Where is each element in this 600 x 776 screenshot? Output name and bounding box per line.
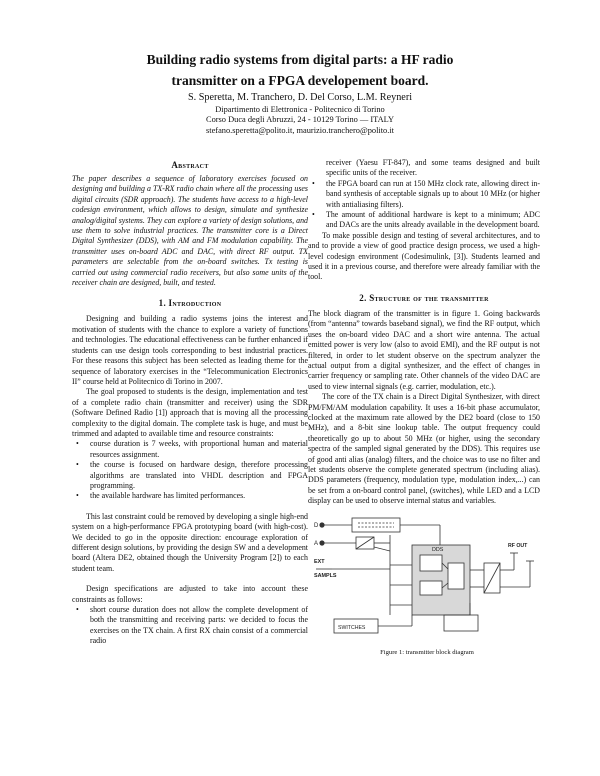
lcd-block xyxy=(444,615,478,631)
list-item: • course duration is 7 weeks, with proportional human and material resources assignment. xyxy=(72,439,308,460)
top-block xyxy=(352,518,400,532)
intro-paragraph-3: This last constraint could be removed by developing a single high-end system on a high-performance FPGA prototyping board (with high-cost). We decided to go in the opposite direction: encourage exploration of different design solutions, by providing the design SW and a development board (Altera DE2, obtained though the University Program [2]) to each student team. xyxy=(72,511,308,573)
abstract-heading: Abstract xyxy=(171,160,209,170)
specification-list xyxy=(72,605,308,647)
author-list: S. Speretta, M. Tranchero, D. Del Corso, L.M. Reyneri xyxy=(187,92,413,103)
list-item: • The amount of additional hardware is kept to a minimum; ADC and DACs are the units already available in the development board. xyxy=(308,210,540,231)
phase-accumulator-block xyxy=(420,555,442,571)
right-column xyxy=(308,158,540,656)
label-switches: SWITCHES xyxy=(338,624,366,631)
input-a-terminal xyxy=(320,540,324,544)
affiliation xyxy=(60,105,540,136)
affiliation-line: Dipartimento di Elettronica - Politecnico di Torino xyxy=(215,105,385,114)
input-d-terminal xyxy=(320,522,324,526)
label-rf-out: RF OUT xyxy=(508,542,528,549)
list-item: • the course is focused on hardware design, therefore processing algorithms are translated into VHDL description and FPGA programming. xyxy=(72,460,308,491)
constraints-list xyxy=(72,439,308,501)
figure-caption: Figure 1: transmitter block diagram xyxy=(380,648,474,656)
lookup-table-block xyxy=(420,581,442,595)
label-sampls: SAMPLS xyxy=(314,572,337,579)
affiliation-emails: stefano.speretta@polito.it, maurizio.tranchero@polito.it xyxy=(206,125,394,135)
codesign-paragraph: To make possible design and testing of several architectures, and to and to provide a view of good practice design process, we used a high-level codesign environment (Codesimulink, [3]). Students learned and used it in a previous course, and therefore were already familiar with the tool. xyxy=(308,230,540,282)
list-item-continuation: receiver (Yaesu FT-847), and some teams designed and built specific units of the receiver. xyxy=(326,158,540,178)
structure-paragraph-2: The core of the TX chain is a Direct Digital Synthesizer, with direct PM/FM/AM modulation capability. It uses a 16-bit phase accumulator, clocked at the maximum rate allowed by the DE2 board (close to 150 MHz), and a 8-bit sine lookup table. The output frequency could theoretically go up to about 50 MHz (or higher, using the secondary spectra of the sampled signal generated by the DDS). This requires use of good anti alias (analog) filters, and the choice was to use no filter and let students observe the complete generated spectrum (including alias). DDS parameters (frequency, modulation type, modulation index,...) can be set from a on-board control panel, (switches), while LED and a LCD display can be used to observe internal status and variables. xyxy=(308,392,540,506)
intro-paragraph-4: Design specifications are adjusted to take into account these constraints as follows: xyxy=(72,584,308,604)
section-heading-structure: 2. Structure of the transmitter xyxy=(359,292,489,303)
block-diagram xyxy=(312,515,542,639)
label-dds: DDS xyxy=(432,546,444,553)
structure-paragraph-1: The block diagram of the transmitter is in figure 1. Going backwards (from “antenna” towards baseband signal), we find the RF output, which uses the on-board video DAC and a short wire antenna. The actual emitted power is very low (also to avoid EMI), and the RF output is not filtered, in order to let student observe on the spectrum analyzer the actual output from a digital synthesizer, and the effect of changes in carrier frequency or sampling rate. Other channels of the video DAC are used to view internal signals (e.g. carrier, modulation, etc.). xyxy=(308,308,540,391)
label-d: D xyxy=(314,522,319,529)
modulator-block xyxy=(448,563,464,589)
label-a: A xyxy=(314,540,319,547)
title-line-1: Building radio systems from digital parts: a HF radio xyxy=(146,52,454,67)
intro-paragraph-1: Designing and building a radio systems joins the interest and motivation of students with the chance to explore a variety of functions and technologies. The educational effectiveness can be further enhanced if students can use design tools corresponding to best industrial practices. For these reasons this subject has been selected as leading theme for the sequence of laboratory exercises in the “Telecommunication Electronics II” course held at Politecnico di Torino in 2007. xyxy=(72,314,308,386)
title-line-2: transmitter on a FPGA developement board. xyxy=(171,73,429,88)
list-item: • short course duration does not allow the complete development of both the transmitting and receiving parts: we decided to focus the exercises on the TX chain. A first RX chain consist of a commercial radio xyxy=(72,605,308,647)
abstract-text: The paper describes a sequence of laboratory exercises focused on designing and building a TX-RX radio chain where all the processing uses digital circuits (SDR approach). The students have access to a high-level codesign environment, which allows to design, simulate and synthesize analog/digital systems. They can explore a variety of design solutions, and use them to solve industrial practices. The transmitter core is a Direct Digital Synthesizer (DDS), with AM and FM modulation capability. The transmitter uses on-board ADC and DAC, with direct RF output. TX parameters are selectable from the on-board switches. Tx testing is carried out using commercial radio receivers, but also some units of the receiver chain are designed, built, and tested. xyxy=(72,174,308,288)
paper-title xyxy=(60,49,540,91)
affiliation-line: Corso Duca degli Abruzzi, 24 - 10129 Torino — ITALY xyxy=(205,115,394,125)
specification-list-continued xyxy=(308,179,540,231)
intro-paragraph-2: The goal proposed to students is the design, implementation and test of a complete radio chain (transmitter and receiver) using the SDR (Software Defined Radio [1]) approach that is moving all the processing complexity to the digital domain. The complete task is huge, and must be trimmed and adapted to available time and resource constraints: xyxy=(72,387,308,438)
label-ext: EXT xyxy=(314,558,325,565)
figure-1 xyxy=(312,515,542,656)
list-item: • the FPGA board can run at 150 MHz clock rate, allowing direct in-band synthesis of acceptable signals up to about 10 MHz (or higher with antialiasing filters). xyxy=(308,179,540,210)
section-heading-introduction: 1. Introduction xyxy=(158,298,222,309)
list-item: • the available hardware has limited performances. xyxy=(72,491,308,501)
left-column xyxy=(72,160,308,647)
